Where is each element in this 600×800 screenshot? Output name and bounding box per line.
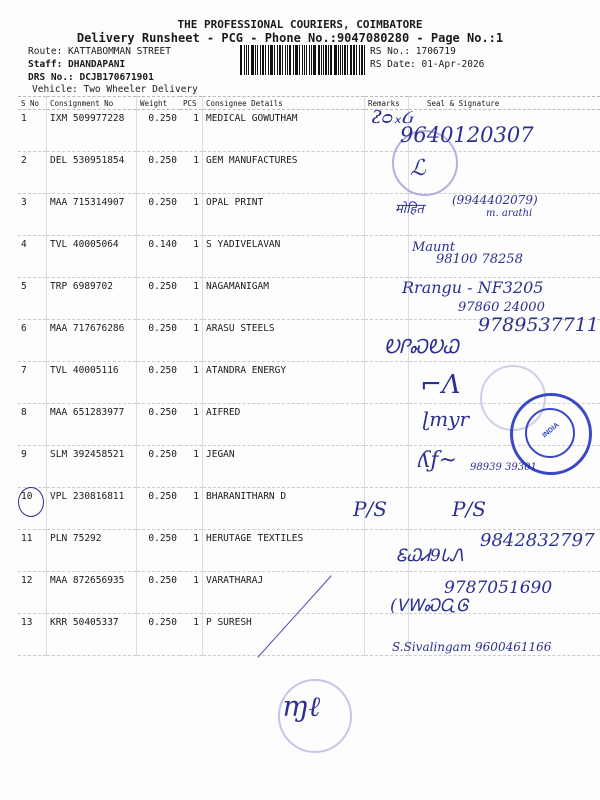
cell-remarks — [365, 404, 409, 446]
cell-consignment-no: DEL 530951854 — [47, 152, 137, 194]
barcode-bar — [359, 45, 360, 75]
barcode-bar — [364, 45, 365, 75]
col-remarks: Remarks — [365, 97, 409, 110]
handwritten-signature: ⌐Ʌ — [420, 370, 461, 400]
barcode-bar — [265, 45, 267, 75]
cell-consignment-no: MAA 651283977 — [47, 404, 137, 446]
barcode-bar — [274, 45, 275, 75]
cell-sno: 13 — [18, 614, 47, 656]
cell-weight: 0.250 — [137, 530, 181, 572]
barcode-bar — [318, 45, 320, 75]
cell-pcs: 1 — [180, 446, 203, 488]
cell-remarks — [365, 236, 409, 278]
barcode-bar — [282, 45, 283, 75]
cell-consignment-no: MAA 717676286 — [47, 320, 137, 362]
barcode-bar — [323, 45, 324, 75]
cell-pcs: 1 — [180, 362, 203, 404]
barcode-bar — [356, 45, 357, 75]
cell-sno: 1 — [18, 110, 47, 152]
cell-pcs: 1 — [180, 614, 203, 656]
barcode-bar — [257, 45, 258, 75]
barcode-bar — [287, 45, 289, 75]
barcode-bar — [350, 45, 352, 75]
cell-consignee: MEDICAL GOWUTHAM — [203, 110, 365, 152]
company-title: THE PROFESSIONAL COURIERS, COIMBATORE — [177, 18, 423, 31]
cell-sno: 12 — [18, 572, 47, 614]
cell-sno: 9 — [18, 446, 47, 488]
cell-consignee: OPAL PRINT — [203, 194, 365, 236]
cell-consignee: JEGAN — [203, 446, 365, 488]
barcode-bar — [262, 45, 264, 75]
cell-consignment-no: IXM 509977228 — [47, 110, 137, 152]
handwritten-signature: मोहित — [395, 202, 424, 217]
cell-consignment-no: TVL 40005116 — [47, 362, 137, 404]
cell-weight: 0.140 — [137, 236, 181, 278]
col-consignment: Consignment No — [47, 97, 137, 110]
cell-weight: 0.250 — [137, 404, 181, 446]
barcode-bar — [334, 45, 337, 75]
barcode-bar — [279, 45, 281, 75]
barcode-bar — [330, 45, 332, 75]
barcode-bar — [328, 45, 329, 75]
cell-consignee: ARASU STEELS — [203, 320, 365, 362]
cell-consignee: NAGAMANIGAM — [203, 278, 365, 320]
handwritten-signature: ᏋᏇᏗ9ᏓᏁ — [396, 546, 464, 566]
handwritten-phone: 9842832797 — [480, 530, 595, 551]
cell-sno: 6 — [18, 320, 47, 362]
cell-consignee: S YADIVELAVAN — [203, 236, 365, 278]
handwritten-name: m. arathi — [486, 208, 533, 219]
table-row — [18, 152, 600, 194]
cell-pcs: 1 — [180, 530, 203, 572]
cell-remarks — [365, 362, 409, 404]
cell-sno: 2 — [18, 152, 47, 194]
col-pcs: PCS — [180, 97, 203, 110]
barcode-bar — [342, 45, 343, 75]
barcode-bar — [306, 45, 307, 75]
barcode-bar — [338, 45, 339, 75]
barcode-bar — [251, 45, 254, 75]
rs-date: RS Date: 01-Apr-2026 — [370, 59, 485, 70]
cell-weight: 0.250 — [137, 614, 181, 656]
cell-pcs: 1 — [180, 194, 203, 236]
col-sno: S No — [18, 97, 47, 110]
cell-pcs: 1 — [180, 572, 203, 614]
barcode-bar — [289, 45, 291, 75]
cell-weight: 0.250 — [137, 572, 181, 614]
cell-weight: 0.250 — [137, 362, 181, 404]
cell-pcs: 1 — [180, 320, 203, 362]
handwritten-signature: ɭmyr — [422, 407, 470, 431]
drs-number: DRS No.: DCJB170671901 — [28, 72, 154, 83]
cell-remarks — [365, 446, 409, 488]
handwritten-phone: 97860 24000 — [458, 300, 545, 315]
cell-pcs: 1 — [180, 278, 203, 320]
cell-weight: 0.250 — [137, 110, 181, 152]
barcode-bar — [302, 45, 303, 75]
cell-consignee: GEM MANUFACTURES — [203, 152, 365, 194]
barcode-icon — [240, 45, 367, 75]
cell-signature — [409, 488, 600, 530]
handwritten-signature: S.Sivalingam 9600461166 — [392, 640, 552, 654]
cell-pcs: 1 — [180, 236, 203, 278]
barcode-bar — [304, 45, 306, 75]
rs-number: RS No.: 1706719 — [370, 46, 456, 57]
barcode-bar — [268, 45, 269, 75]
cell-consignment-no: TVL 40005064 — [47, 236, 137, 278]
barcode-bar — [270, 45, 273, 75]
barcode-bar — [240, 45, 242, 75]
cell-consignment-no: VPL 230816811 — [47, 488, 137, 530]
handwritten-phone: (9944402079) — [452, 193, 538, 207]
cell-pcs: 1 — [180, 152, 203, 194]
cell-weight: 0.250 — [137, 488, 181, 530]
cell-weight: 0.250 — [137, 446, 181, 488]
cell-consignment-no: MAA 872656935 — [47, 572, 137, 614]
cell-weight: 0.250 — [137, 320, 181, 362]
cell-consignment-no: TRP 6989702 — [47, 278, 137, 320]
col-signature: Seal & Signature — [409, 97, 600, 110]
cell-sno: 11 — [18, 530, 47, 572]
cell-consignment-no: SLM 392458521 — [47, 446, 137, 488]
cell-pcs: 1 — [180, 404, 203, 446]
barcode-bar — [295, 45, 298, 75]
cell-sno: 3 — [18, 194, 47, 236]
handwritten-phone: 98100 78258 — [436, 252, 523, 267]
barcode-bar — [285, 45, 286, 75]
cell-consignee: ATANDRA ENERGY — [203, 362, 365, 404]
cell-consignment-no: KRR 50405337 — [47, 614, 137, 656]
route-label: Route: KATTABOMMAN STREET — [28, 46, 171, 57]
cell-consignee: VARATHARAJ — [203, 572, 365, 614]
handwritten-signature: Maunt — [412, 240, 456, 255]
cell-consignee: BHARANITHARN D — [203, 488, 365, 530]
barcode-bar — [311, 45, 312, 75]
table-header-row — [18, 97, 600, 110]
cell-pcs: 1 — [180, 488, 203, 530]
handwritten-signature: ᎧᎵᏍᎧᏇ — [384, 336, 459, 358]
col-consignee: Consignee Details — [203, 97, 365, 110]
barcode-bar — [255, 45, 256, 75]
barcode-bar — [260, 45, 261, 75]
barcode-bar — [361, 45, 364, 75]
handwritten-signature: ᴤᴑ᙮Ᏽ — [372, 107, 413, 128]
cell-weight: 0.250 — [137, 152, 181, 194]
cell-sno: 10 — [18, 488, 47, 530]
staff-label: Staff: DHANDAPANI — [28, 59, 126, 70]
runsheet-subtitle: Delivery Runsheet - PCG - Phone No.:9047080280 - Page No.:1 — [76, 31, 504, 45]
barcode-bar — [293, 45, 294, 75]
handwritten-phone: 9789537711 — [478, 314, 599, 336]
handwritten-circle-mark — [18, 487, 44, 517]
handwritten-signature: ɱℓ — [282, 690, 321, 723]
vehicle-label: Vehicle: Two Wheeler Delivery — [32, 84, 198, 95]
cell-sno: 4 — [18, 236, 47, 278]
handwritten-phone: 98939 39301 — [470, 462, 537, 473]
barcode-bar — [321, 45, 322, 75]
handwritten-signature: (ᏙᎳᏍᏩᎶ — [390, 596, 469, 616]
barcode-bar — [340, 45, 341, 75]
barcode-bar — [299, 45, 300, 75]
barcode-bar — [344, 45, 346, 75]
cell-sno: 5 — [18, 278, 47, 320]
handwritten-signature: Rrangu - NF3205 — [402, 278, 544, 297]
cell-consignment-no: PLN 75292 — [47, 530, 137, 572]
seal-stamp-renewables: INDIA — [510, 393, 592, 475]
barcode-bar — [248, 45, 250, 75]
barcode-bar — [309, 45, 310, 75]
barcode-bar — [313, 45, 316, 75]
handwritten-remarks: P/S — [353, 497, 387, 521]
handwritten-signature: ʎƒ~ — [418, 448, 458, 473]
cell-pcs: 1 — [180, 110, 203, 152]
barcode-bar — [325, 45, 327, 75]
table-row — [18, 488, 600, 530]
cell-weight: 0.250 — [137, 278, 181, 320]
barcode-bar — [277, 45, 278, 75]
handwritten-signature: P/S — [452, 497, 486, 521]
cell-weight: 0.250 — [137, 194, 181, 236]
cell-sno: 7 — [18, 362, 47, 404]
handwritten-phone: 9787051690 — [444, 578, 553, 598]
barcode-bar — [347, 45, 348, 75]
cell-consignment-no: MAA 715314907 — [47, 194, 137, 236]
col-weight: Weight — [137, 97, 181, 110]
cell-consignee: HERUTAGE TEXTILES — [203, 530, 365, 572]
handwritten-signature: ℒ — [410, 156, 426, 181]
barcode-bar — [353, 45, 355, 75]
barcode-bar — [246, 45, 247, 75]
handwritten-phone: 9640120307 — [400, 123, 534, 147]
cell-consignee: P SURESH — [203, 614, 365, 656]
cell-consignee: AIFRED — [203, 404, 365, 446]
cell-sno: 8 — [18, 404, 47, 446]
barcode-bar — [244, 45, 245, 75]
